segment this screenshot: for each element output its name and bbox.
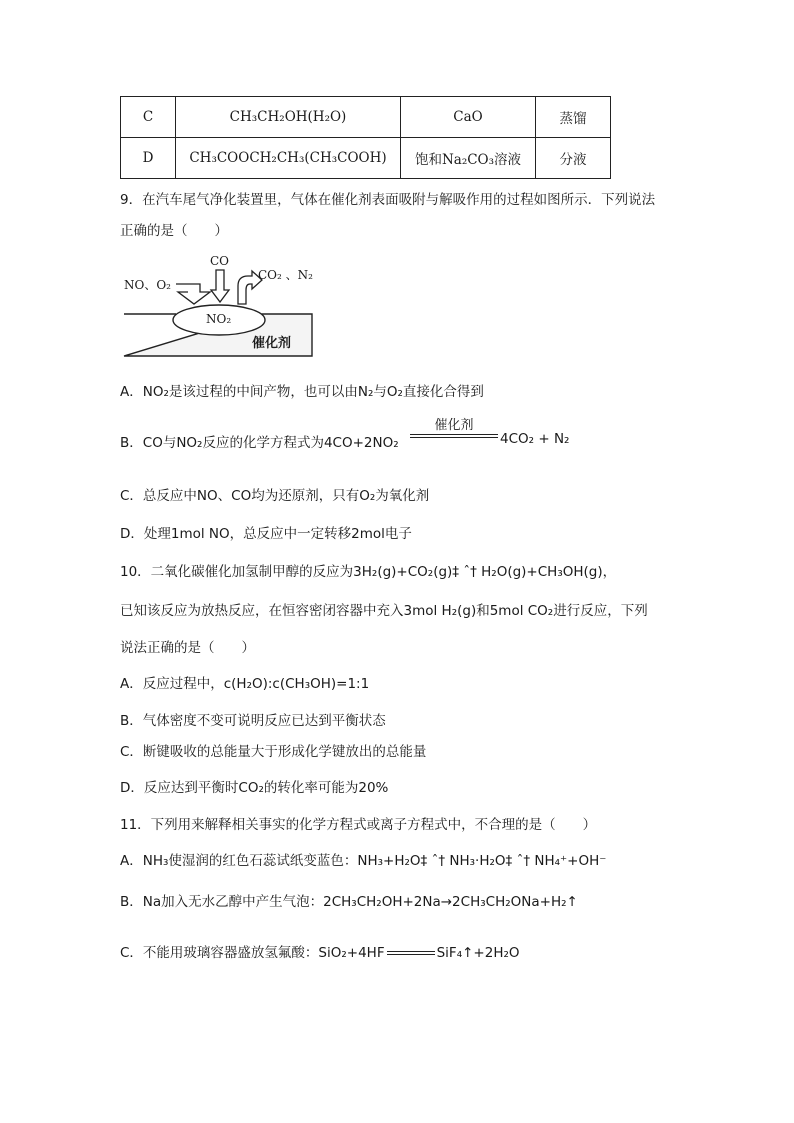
q9-option-a: A．NO₂是该过程的中间产物，也可以由N₂与O₂直接化合得到	[120, 384, 484, 400]
q11-stem: 11．下列用来解释相关事实的化学方程式或离子方程式中，不合理的是（ ）	[120, 817, 597, 833]
q10-stem-line3: 说法正确的是（ ）	[120, 640, 255, 656]
q9-option-b-arrow	[410, 414, 498, 438]
table-row	[121, 138, 611, 179]
catalyst-figure	[120, 252, 316, 360]
method-cell: 分液	[536, 138, 611, 179]
method-cell: 蒸馏	[536, 97, 611, 138]
row-label: D	[121, 138, 176, 179]
substance-cell: CH₃COOCH₂CH₃(CH₃COOH)	[176, 138, 401, 179]
figure-input-gas: NO、O₂	[124, 278, 171, 292]
row-label: C	[121, 97, 176, 138]
q10-stem-line1: 10．二氧化碳催化加氢制甲醇的反应为3H₂(g)+CO₂(g)‡ ˆ† H₂O(g)+CH₃OH(g)，	[120, 564, 617, 580]
q10-option-a: A．反应过程中，c(H₂O):c(CH₃OH)=1:1	[120, 676, 370, 692]
q9-option-c: C．总反应中NO、CO均为还原剂，只有O₂为氧化剂	[120, 488, 430, 504]
reagent-cell: 饱和Na₂CO₃溶液	[401, 138, 536, 179]
options-table	[120, 96, 611, 179]
q9-option-b-products: 4CO₂ + N₂	[500, 431, 570, 447]
q9-stem-line1: 9．在汽车尾气净化装置里，气体在催化剂表面吸附与解吸作用的过程如图所示．下列说法	[120, 192, 656, 208]
q9-option-b-condition: 催化剂	[434, 418, 474, 433]
q9-stem-line2: 正确的是（ ）	[120, 223, 228, 239]
q11-option-b: B．Na加入无水乙醇中产生气泡：2CH₃CH₂OH+2Na→2CH₃CH₂ONa+H₂↑	[120, 894, 578, 910]
q11-option-c-prefix: C．不能用玻璃容器盛放氢氟酸：SiO₂+4HF	[120, 945, 385, 961]
figure-output-gas: CO₂ 、N₂	[258, 268, 313, 282]
substance-cell: CH₃CH₂OH(H₂O)	[176, 97, 401, 138]
figure-co-label: CO	[210, 254, 230, 268]
q11-option-c-products: SiF₄↑+2H₂O	[436, 945, 520, 961]
q10-option-c: C．断键吸收的总能量大于形成化学键放出的总能量	[120, 744, 427, 760]
equals-arrow	[410, 434, 498, 438]
table-row	[121, 97, 611, 138]
q11-option-a: A．NH₃使湿润的红色石蕊试纸变蓝色：NH₃+H₂O‡ ˆ† NH₃·H₂O‡ ˆ† NH₄⁺+OH⁻	[120, 853, 607, 869]
q10-option-b: B．气体密度不变可说明反应已达到平衡状态	[120, 713, 386, 729]
q11-option-c	[120, 941, 520, 961]
figure-no2-label: NO₂	[206, 312, 232, 326]
figure-catalyst-label: 催化剂	[252, 336, 292, 351]
q9-option-d: D．处理1mol NO，总反应中一定转移2mol电子	[120, 526, 412, 542]
reagent-cell: CaO	[401, 97, 536, 138]
q10-stem-line2: 已知该反应为放热反应，在恒容密闭容器中充入3mol H₂(g)和5mol CO₂进行反应，下列	[120, 603, 648, 619]
q10-option-d: D．反应达到平衡时CO₂的转化率可能为20%	[120, 780, 389, 796]
equals-sign	[387, 951, 435, 955]
q9-option-b-prefix: B．CO与NO₂反应的化学方程式为4CO+2NO₂	[120, 435, 399, 451]
